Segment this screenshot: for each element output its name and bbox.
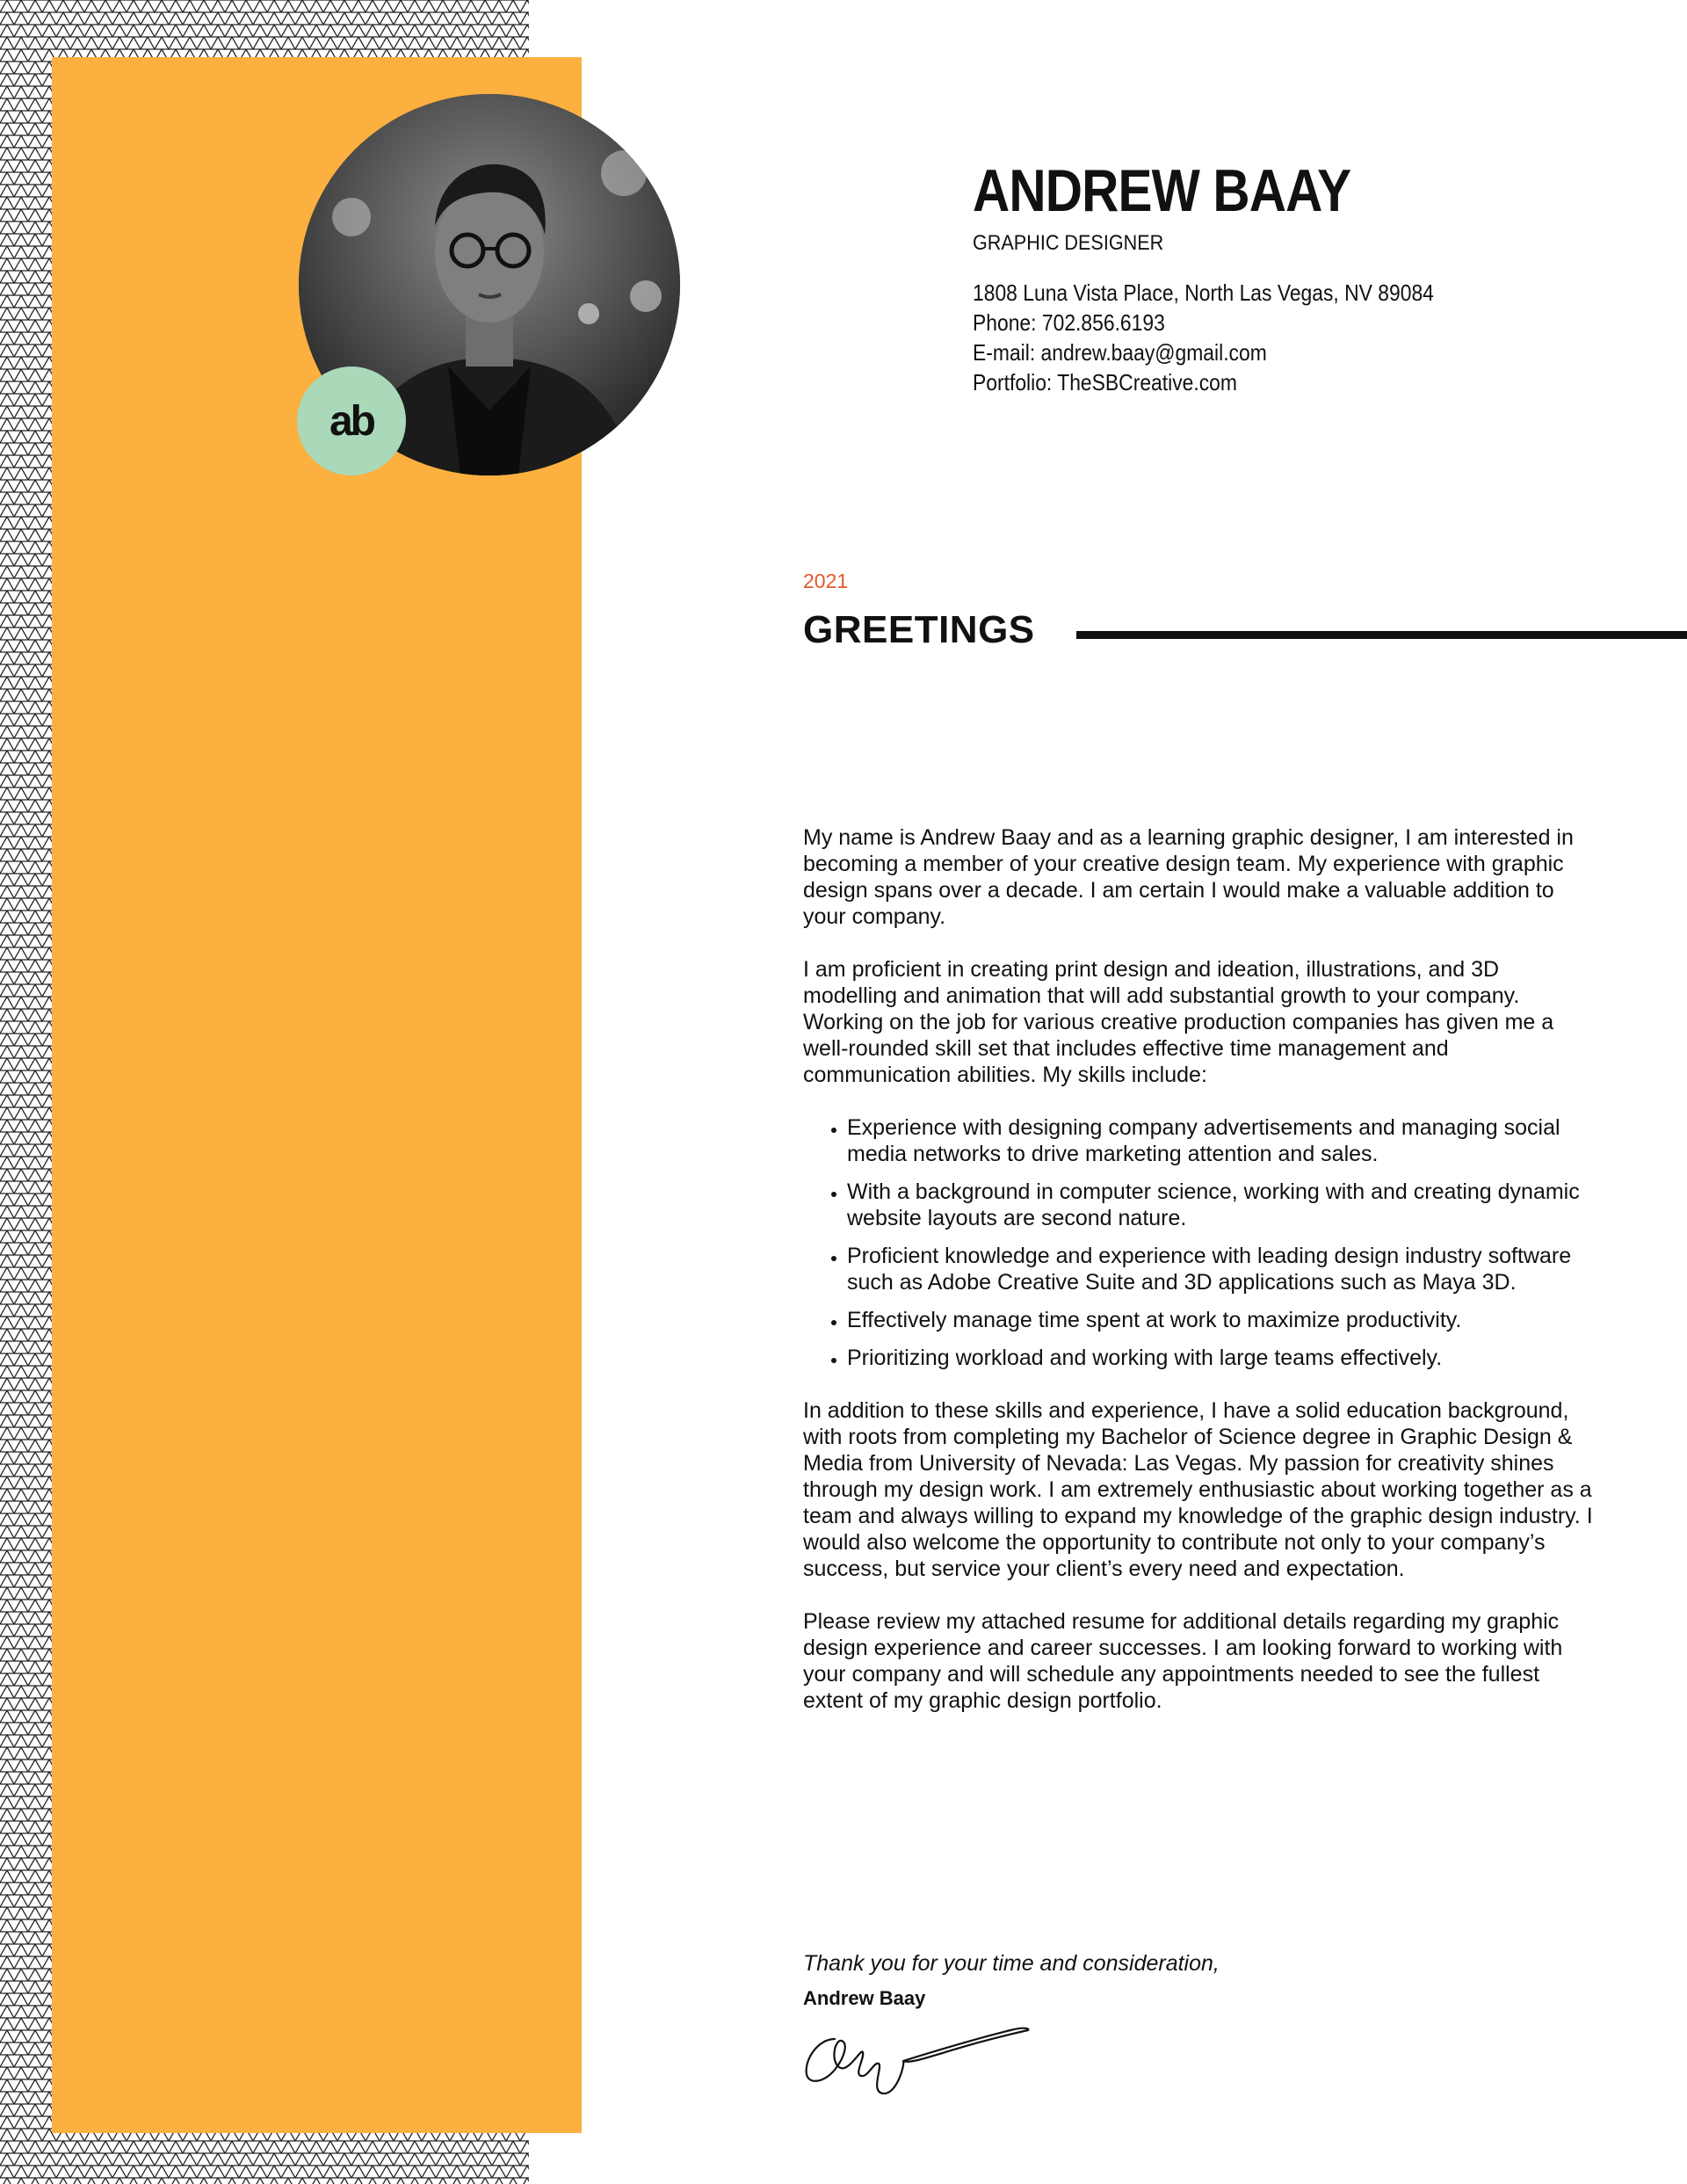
job-title: GRAPHIC DESIGNER [973,231,1164,255]
logo-badge: ab [297,366,406,475]
list-item: • Experience with designing company advertisements and managing social media networks to drive marketing attention and sales. [847,1114,1594,1167]
closing-line: Thank you for your time and consideration, [803,1951,1220,1976]
signer-name: Andrew Baay [803,1987,926,2009]
list-item: • Prioritizing workload and working with large teams effectively. [847,1345,1594,1371]
candidate-name: ANDREW BAAY [973,157,1351,224]
phone: Phone: 702.856.6193 [973,309,1165,336]
handwritten-signature-icon [800,2013,1037,2101]
signature-image [800,2013,1037,2105]
letter-year: 2021 [803,570,849,592]
skills-list [803,1114,1594,1371]
portfolio-link: Portfolio: TheSBCreative.com [973,369,1237,395]
email: E-mail: andrew.baay@gmail.com [973,339,1267,366]
letter-heading: GREETINGS [803,608,1035,651]
address: 1808 Luna Vista Place, North Las Vegas, NV 89084 [973,279,1434,306]
list-item: • Proficient knowledge and experience with leading design industry software such as Adobe Creative Suite and 3D applications such as Maya 3D. [847,1243,1594,1295]
contact-info [973,278,1434,397]
paragraph: Please review my attached resume for additional details regarding my graphic design experience and career successes. I am looking forward to working with your company and will schedule any appointments needed to see the fullest extent of my graphic design portfolio. [803,1609,1563,1713]
paragraph: My name is Andrew Baay and as a learning graphic designer, I am interested in becoming a member of your creative design team. My experience with graphic design spans over a decade. I am certain I would make a valuable addition to your company. [803,825,1574,929]
paragraph: I am proficient in creating print design and ideation, illustrations, and 3D modelling and animation that will add substantial growth to your company. Working on the job for various creative production companies has given me a well-rounded skill set that includes effective time management and communication abilities. My skills include: [803,957,1554,1087]
paragraph: In addition to these skills and experience, I have a solid education background, with roots from completing my Bachelor of Science degree in Graphic Design & Media from University of Nevada: Las Vegas. My passion for creativity shines through my design work. I am extremely enthusiastic about working together as a team and always willing to expand my knowledge of the graphic design industry. I would also welcome the opportunity to contribute not only to your company’s success, but service your client’s every need and expectation. [803,1398,1593,1581]
list-item: • With a background in computer science, working with and creating dynamic website layouts are second nature. [847,1179,1594,1231]
heading-rule [1076,631,1687,639]
list-item: • Effectively manage time spent at work to maximize productivity. [847,1307,1594,1333]
letter-body [803,824,1594,1740]
